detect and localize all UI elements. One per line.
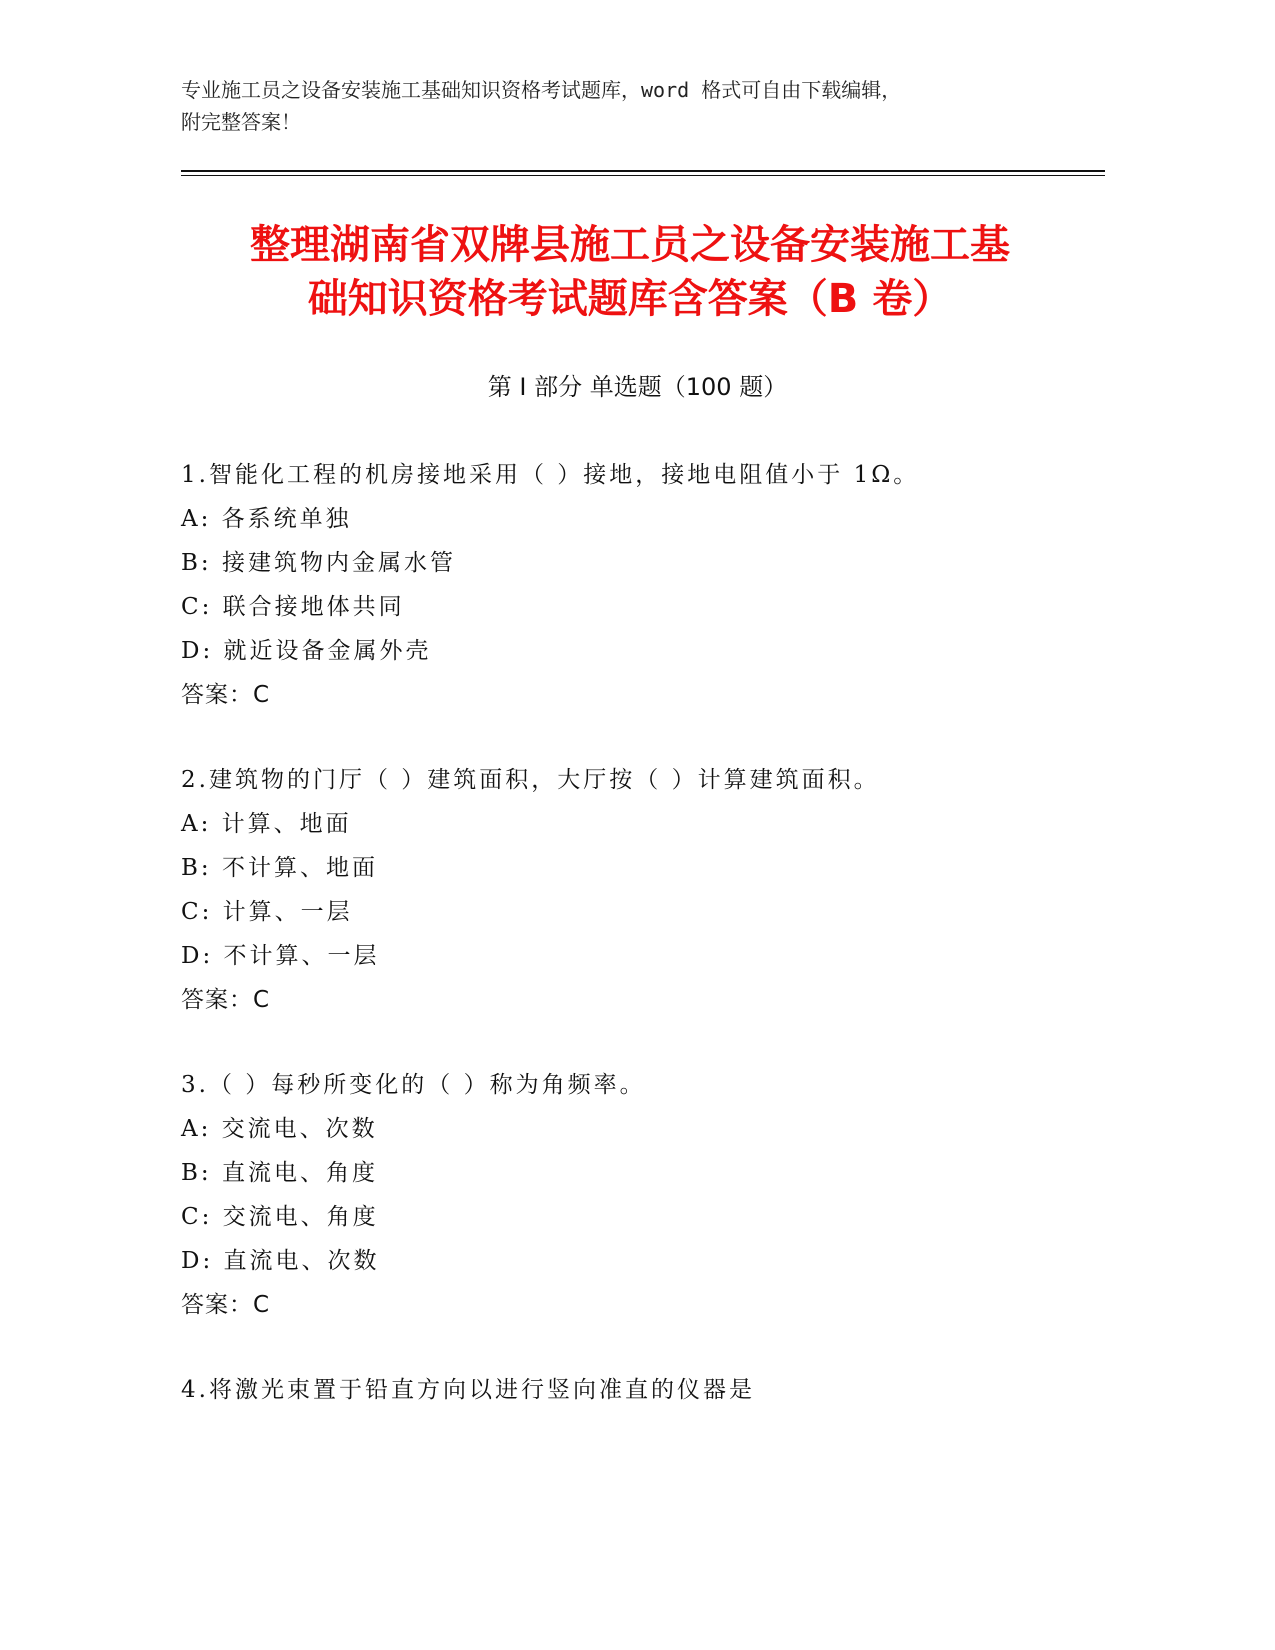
option-d: D: 不计算、一层 bbox=[181, 943, 380, 969]
question-stem: 1.智能化工程的机房接地采用（ ）接地，接地电阻值小于 1Ω。 bbox=[181, 462, 920, 488]
option-c: C: 联合接地体共同 bbox=[181, 594, 405, 620]
option-a: A: 各系统单独 bbox=[181, 506, 352, 532]
header-note-line-1: 专业施工员之设备安装施工基础知识资格考试题库，word 格式可自由下载编辑， bbox=[181, 78, 902, 102]
option-b: B: 不计算、地面 bbox=[181, 855, 378, 881]
option-c: C: 交流电、角度 bbox=[181, 1204, 379, 1230]
header-divider-thick bbox=[181, 170, 1105, 172]
header-divider-thin bbox=[181, 175, 1105, 176]
option-d: D: 直流电、次数 bbox=[181, 1248, 380, 1274]
question-4 bbox=[181, 1368, 1181, 1412]
answer: 答案：C bbox=[181, 987, 271, 1013]
question-2 bbox=[181, 758, 1181, 1022]
option-a: A: 交流电、次数 bbox=[181, 1116, 378, 1142]
question-stem: 3.（ ）每秒所变化的（ ）称为角频率。 bbox=[181, 1072, 646, 1098]
header-note bbox=[181, 74, 1081, 138]
option-d: D: 就近设备金属外壳 bbox=[181, 638, 432, 664]
question-1 bbox=[181, 453, 1181, 717]
section-title: 第 I 部分 单选题（100 题） bbox=[487, 373, 788, 401]
header-note-line-2: 附完整答案！ bbox=[181, 110, 301, 134]
question-stem: 4.将激光束置于铅直方向以进行竖向准直的仪器是 bbox=[181, 1377, 755, 1403]
question-stem: 2.建筑物的门厅（ ）建筑面积，大厅按（ ）计算建筑面积。 bbox=[181, 767, 880, 793]
answer: 答案：C bbox=[181, 1292, 271, 1318]
question-3 bbox=[181, 1063, 1181, 1327]
document-title-line-1: 整理湖南省双牌县施工员之设备安装施工基 bbox=[250, 222, 1010, 268]
document-title-line-2: 础知识资格考试题库含答案（B 卷） bbox=[307, 276, 953, 322]
document-title bbox=[150, 218, 1110, 326]
option-c: C: 计算、一层 bbox=[181, 899, 353, 925]
option-a: A: 计算、地面 bbox=[181, 811, 352, 837]
answer: 答案：C bbox=[181, 682, 271, 708]
option-b: B: 接建筑物内金属水管 bbox=[181, 550, 456, 576]
option-b: B: 直流电、角度 bbox=[181, 1160, 378, 1186]
